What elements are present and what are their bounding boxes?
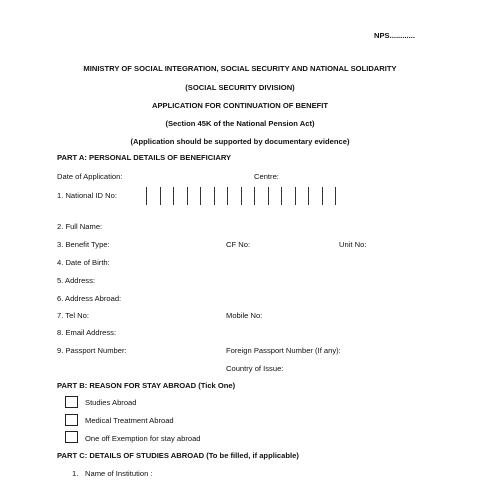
national-id-box[interactable] xyxy=(281,187,295,205)
email-address-label: 8. Email Address: xyxy=(57,328,117,337)
medical-treatment-checkbox[interactable] xyxy=(65,414,78,426)
cf-no-label: CF No: xyxy=(226,240,251,249)
item-1-number: 1. xyxy=(72,469,79,478)
national-id-label: 1. National ID No: xyxy=(57,191,117,200)
national-id-box[interactable] xyxy=(268,187,282,205)
nps-reference: NPS............ xyxy=(374,31,415,40)
national-id-box[interactable] xyxy=(146,187,160,205)
documentary-evidence-note: (Application should be supported by documentary evidence) xyxy=(130,137,350,146)
date-of-application-label: Date of Application: xyxy=(57,172,123,181)
one-off-exemption-checkbox[interactable] xyxy=(65,431,78,443)
national-id-box[interactable] xyxy=(200,187,214,205)
national-id-box[interactable] xyxy=(241,187,255,205)
one-off-exemption-label: One off Exemption for stay abroad xyxy=(85,434,201,443)
unit-no-label: Unit No: xyxy=(339,240,367,249)
tel-no-label: 7. Tel No: xyxy=(57,311,89,320)
national-id-box[interactable] xyxy=(187,187,201,205)
country-of-issue-label: Country of Issue: xyxy=(226,364,284,373)
mobile-no-label: Mobile No: xyxy=(226,311,263,320)
national-id-box[interactable] xyxy=(227,187,241,205)
studies-abroad-checkbox[interactable] xyxy=(65,396,78,408)
address-label: 5. Address: xyxy=(57,276,95,285)
medical-treatment-label: Medical Treatment Abroad xyxy=(85,416,174,425)
national-id-boxes[interactable] xyxy=(146,187,336,205)
national-id-box[interactable] xyxy=(295,187,309,205)
full-name-label: 2. Full Name: xyxy=(57,222,103,231)
national-id-box[interactable] xyxy=(254,187,268,205)
national-id-box[interactable] xyxy=(308,187,322,205)
part-a-heading: PART A: PERSONAL DETAILS OF BENEFICIARY xyxy=(57,153,232,162)
centre-label: Centre: xyxy=(254,172,279,181)
division-title: (SOCIAL SECURITY DIVISION) xyxy=(185,83,295,92)
application-title: APPLICATION FOR CONTINUATION OF BENEFIT xyxy=(151,101,329,110)
part-c-heading: PART C: DETAILS OF STUDIES ABROAD (To be filled, if applicable) xyxy=(57,451,299,460)
ministry-title: MINISTRY OF SOCIAL INTEGRATION, SOCIAL SECURITY AND NATIONAL SOLIDARITY xyxy=(83,64,397,73)
national-id-box[interactable] xyxy=(322,187,337,205)
national-id-box[interactable] xyxy=(160,187,174,205)
foreign-passport-label: Foreign Passport Number (If any): xyxy=(226,346,341,355)
passport-number-label: 9. Passport Number: xyxy=(57,346,127,355)
name-of-institution-label: Name of Institution : xyxy=(85,469,153,478)
section-reference: (Section 45K of the National Pension Act) xyxy=(165,119,315,128)
national-id-box[interactable] xyxy=(214,187,228,205)
date-of-birth-label: 4. Date of Birth: xyxy=(57,258,110,267)
part-b-heading: PART B: REASON FOR STAY ABROAD (Tick One) xyxy=(57,381,236,390)
benefit-type-label: 3. Benefit Type: xyxy=(57,240,110,249)
address-abroad-label: 6. Address Abroad: xyxy=(57,294,122,303)
national-id-box[interactable] xyxy=(173,187,187,205)
studies-abroad-label: Studies Abroad xyxy=(85,398,137,407)
